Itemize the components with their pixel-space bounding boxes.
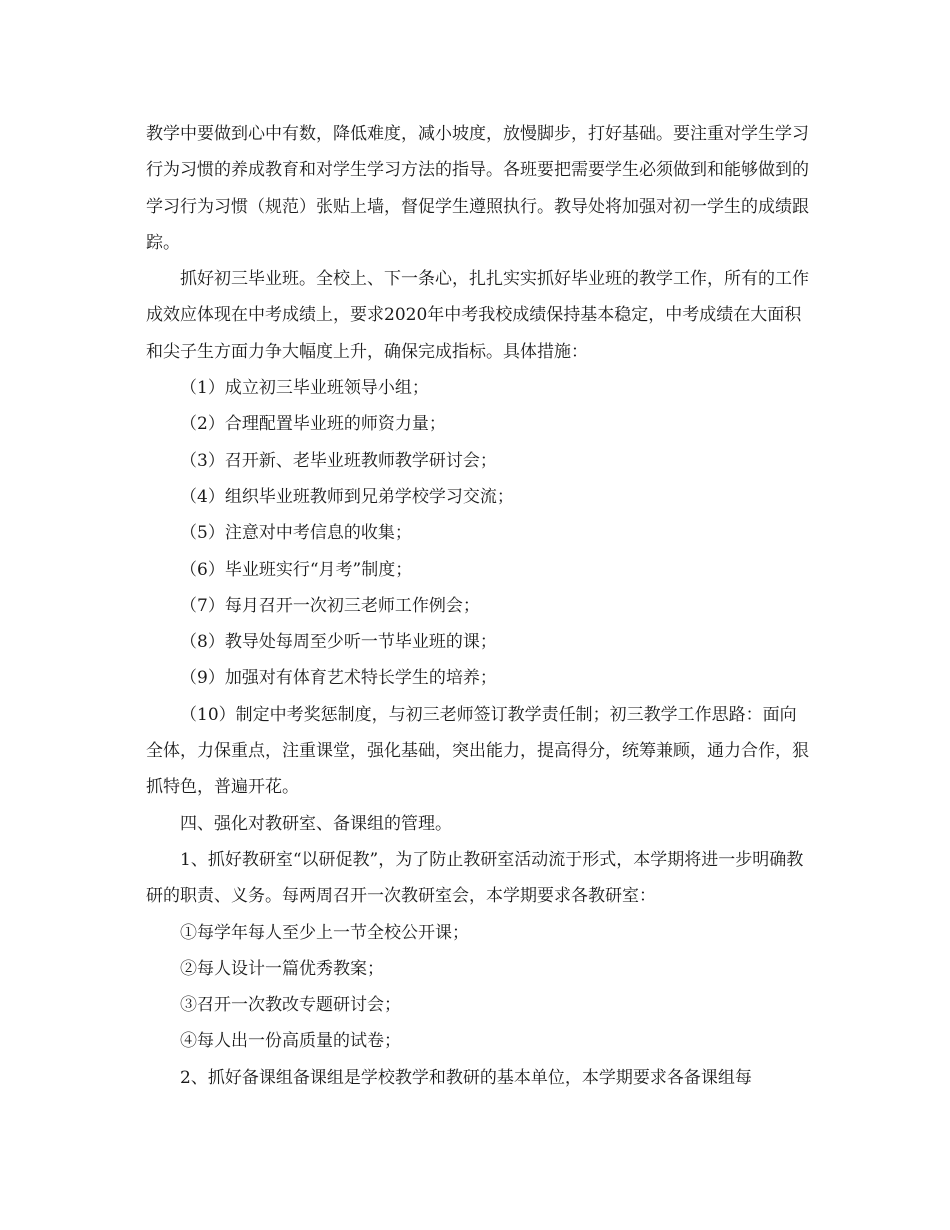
paragraph-grade-nine: 抓好初三毕业班。全校上、下一条心，扎扎实实抓好毕业班的教学工作，所有的工作成效应体现在中考成绩上，要求2020年中考我校成绩保持基本稳定，中考成绩在大面积和尖子生方面力争大幅度上升，确保完成指标。具体措施： [146,269,809,362]
measure-item-10: （10）制定中考奖惩制度，与初三老师签订教学责任制；初三教学工作思路：面向全体，力保重点，注重课堂，强化基础，突出能力，提高得分，统筹兼顾，通力合作，狠抓特色，普遍开花。 [146,704,809,798]
measure-item-4: （4）组织毕业班教师到兄弟学校学习交流； [180,486,514,507]
research-item-1: ①每学年每人至少上一节全校公开课； [180,922,469,943]
measure-item-1: （1）成立初三毕业班领导小组； [180,378,429,399]
paragraph-research-office: 1、抓好教研室“以研促教”，为了防止教研室活动流于形式，本学期将进一步明确教研的职责、义务。每两周召开一次教研室会，本学期要求各教研室： [146,849,804,907]
measure-item-5: （5）注意对中考信息的收集； [180,523,412,544]
measure-item-7: （7）每月召开一次初三老师工作例会； [180,595,480,616]
measure-item-3: （3）召开新、老毕业班教师教学研讨会； [180,450,497,471]
paragraph-lesson-group: 2、抓好备课组备课组是学校教学和教研的基本单位，本学期要求各备课组每 [180,1067,752,1088]
measure-item-8: （8）教导处每周至少听一节毕业班的课； [180,632,497,653]
research-item-2: ②每人设计一篇优秀教案； [180,958,384,979]
measure-item-9: （9）加强对有体育艺术特长学生的培养； [180,668,497,689]
measure-item-2: （2）合理配置毕业班的师资力量； [180,414,446,435]
paragraph-continuation: 教学中要做到心中有数，降低难度，减小坡度，放慢脚步，打好基础。要注重对学生学习行为习惯的养成教育和对学生学习方法的指导。各班要把需要学生必须做到和能够做到的学习行为习惯（规范）张贴上墙，督促学生遵照执行。教导处将加强对初一学生的成绩跟踪。 [146,124,809,253]
document-body [146,116,810,1096]
research-item-4: ④每人出一份高质量的试卷； [180,1031,401,1052]
research-item-3: ③召开一次教改专题研讨会； [180,995,401,1016]
section-heading-four: 四、强化对教研室、备课组的管理。 [180,813,452,834]
measure-item-6: （6）毕业班实行“月考”制度； [180,559,413,580]
